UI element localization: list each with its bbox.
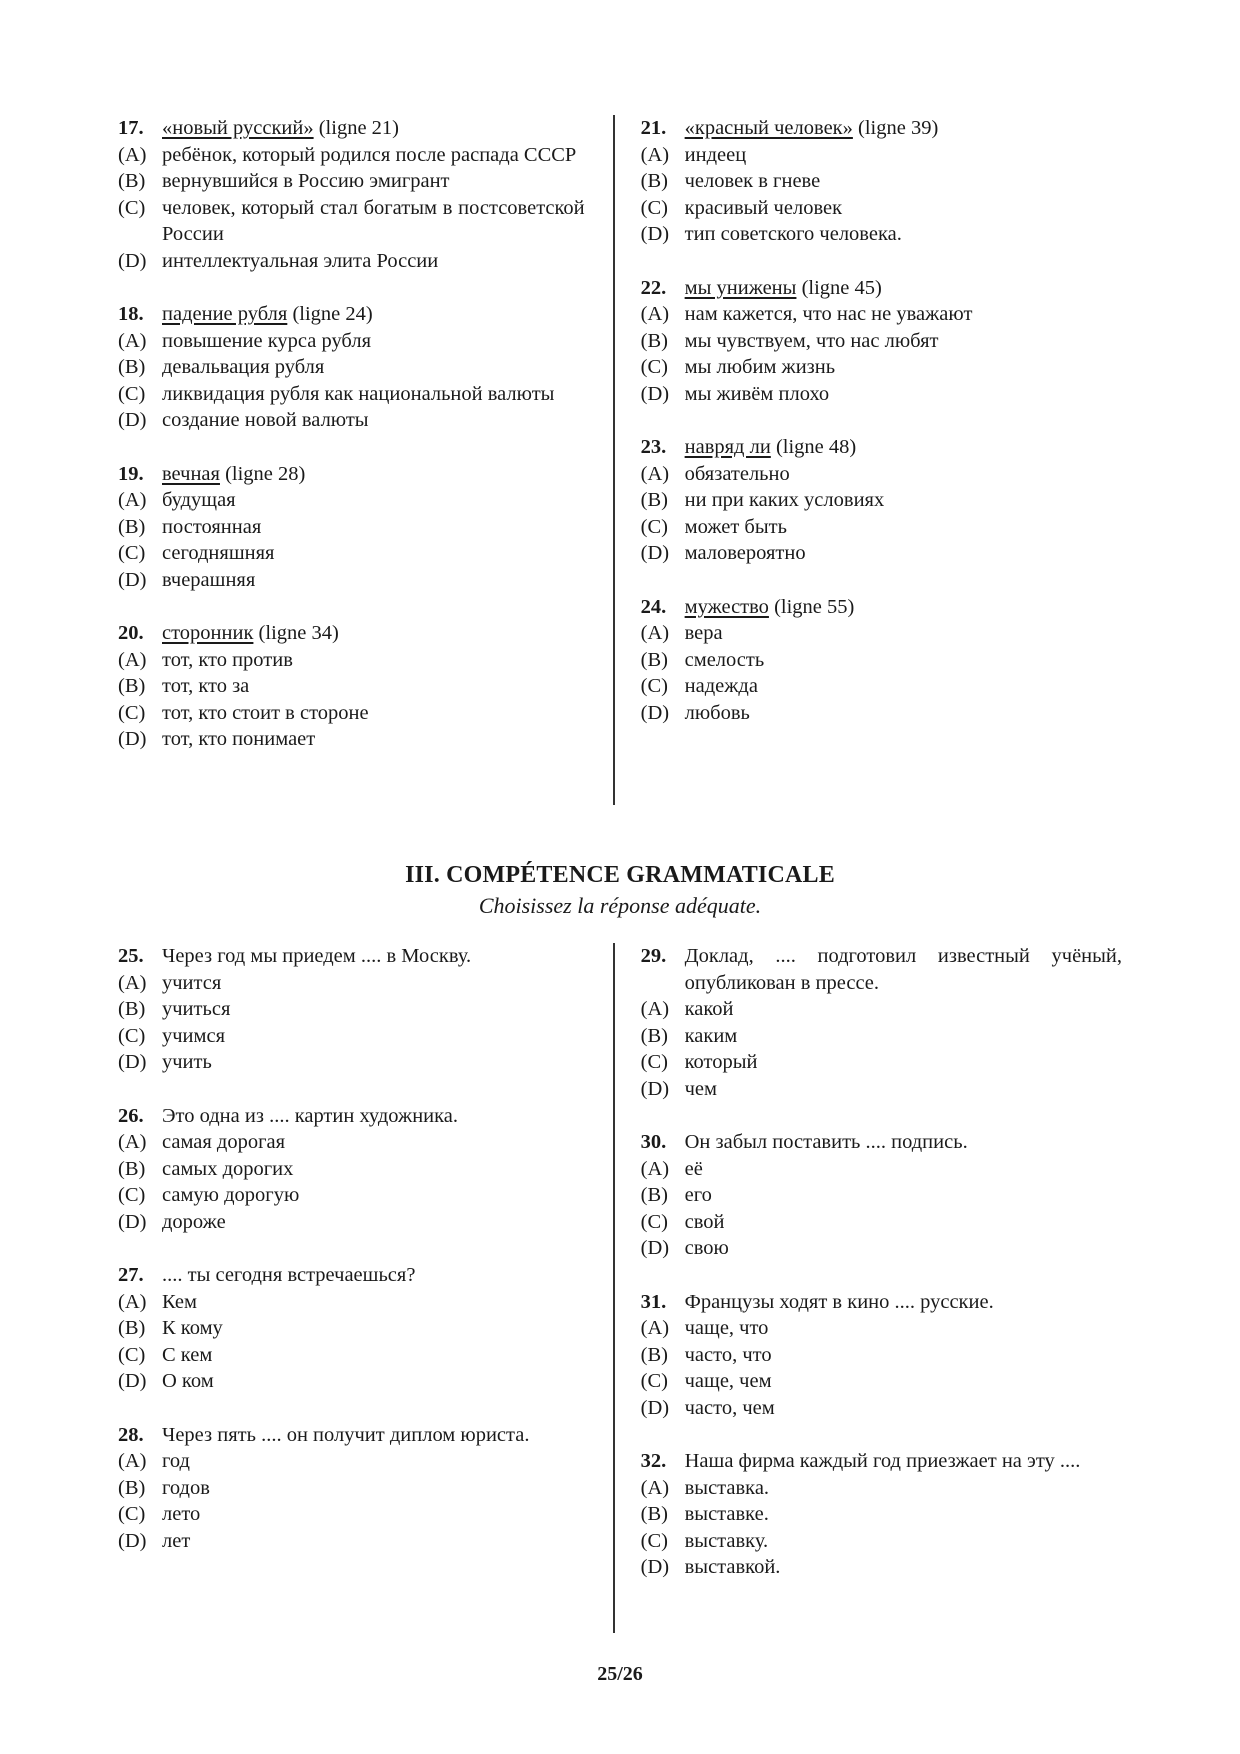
option-text: её bbox=[684, 1157, 703, 1180]
option-letter: (D) bbox=[640, 1077, 670, 1100]
answer-option bbox=[118, 673, 585, 700]
answer-option bbox=[641, 354, 1122, 381]
question bbox=[118, 1103, 585, 1236]
option-text: смелость bbox=[684, 648, 765, 671]
answer-option bbox=[641, 168, 1122, 195]
question-stem bbox=[641, 275, 1122, 302]
option-letter: (A) bbox=[640, 1157, 670, 1180]
answer-option bbox=[118, 1315, 585, 1342]
question-text: Через пять .... он получит диплом юриста. bbox=[162, 1423, 530, 1446]
question-stem bbox=[118, 115, 585, 142]
question-text bbox=[685, 434, 1122, 461]
option-text: вернувшийся в Россию эмигрант bbox=[162, 170, 450, 192]
question-text bbox=[685, 275, 1122, 302]
option-text: повышение курса рубля bbox=[162, 329, 372, 352]
option-text: тот, кто стоит в стороне bbox=[162, 701, 369, 724]
option-letter: (A) bbox=[640, 622, 670, 644]
option-text: вера bbox=[684, 622, 723, 644]
option-text: человек, который стал богатым в постсоветской России bbox=[162, 196, 585, 245]
answer-option bbox=[118, 1049, 585, 1076]
option-text: маловероятно bbox=[684, 542, 806, 564]
question-text: Он забыл поставить .... подпись. bbox=[684, 1131, 968, 1153]
option-text: учится bbox=[162, 971, 222, 994]
answer-option bbox=[641, 142, 1122, 169]
option-letter: (D) bbox=[640, 542, 670, 564]
option-text: самых дорогих bbox=[162, 1157, 294, 1180]
option-letter: (B) bbox=[640, 1024, 668, 1047]
option-text: годов bbox=[162, 1476, 210, 1499]
answer-option bbox=[641, 647, 1122, 674]
answer-option bbox=[118, 1156, 585, 1183]
option-text: лет bbox=[162, 1529, 191, 1552]
answer-option bbox=[641, 461, 1122, 488]
option-text: Кем bbox=[162, 1290, 197, 1313]
answer-option bbox=[118, 700, 585, 727]
option-text: надежда bbox=[684, 675, 758, 697]
option-text: какой bbox=[684, 998, 734, 1020]
option-letter: (C) bbox=[118, 542, 146, 564]
answer-option bbox=[641, 1023, 1122, 1050]
question-text: Это одна из .... картин художника. bbox=[162, 1104, 459, 1127]
question-stem bbox=[118, 1422, 585, 1449]
question-stem bbox=[118, 301, 585, 328]
option-letter: (B) bbox=[640, 648, 668, 671]
answer-option bbox=[641, 1209, 1122, 1236]
answer-option bbox=[641, 1235, 1122, 1262]
option-text: красивый человек bbox=[684, 196, 843, 219]
option-letter: (C) bbox=[118, 1503, 146, 1525]
answer-option bbox=[641, 1554, 1122, 1581]
answer-option bbox=[118, 540, 585, 567]
question bbox=[641, 1129, 1122, 1262]
question bbox=[641, 1289, 1122, 1422]
option-letter: (C) bbox=[640, 196, 668, 219]
option-text: нам кажется, что нас не уважают bbox=[684, 303, 973, 325]
option-text: свою bbox=[684, 1237, 729, 1259]
section-instructions: Choisissez la réponse adéquate. bbox=[478, 893, 762, 918]
answer-option bbox=[641, 221, 1122, 248]
answer-option bbox=[641, 1156, 1122, 1183]
option-text: часто, чем bbox=[684, 1396, 775, 1419]
option-text: который bbox=[684, 1051, 758, 1073]
answer-option bbox=[118, 1289, 585, 1316]
option-letter: (A) bbox=[118, 1290, 147, 1313]
question-stem bbox=[118, 461, 585, 488]
option-letter: (D) bbox=[118, 1051, 147, 1073]
option-text: создание новой валюты bbox=[162, 409, 369, 431]
answer-option bbox=[641, 1368, 1122, 1395]
option-letter: (B) bbox=[118, 170, 146, 192]
option-text: обязательно bbox=[684, 462, 790, 485]
question-text bbox=[685, 115, 1122, 142]
question-stem bbox=[641, 1129, 1122, 1156]
answer-option bbox=[641, 996, 1122, 1023]
answer-option bbox=[118, 647, 585, 674]
option-letter: (A) bbox=[640, 303, 670, 325]
option-letter: (B) bbox=[118, 356, 146, 378]
option-letter: (D) bbox=[640, 382, 670, 405]
option-text: любовь bbox=[684, 701, 750, 724]
answer-option bbox=[641, 487, 1122, 514]
option-text: дороже bbox=[162, 1210, 226, 1233]
option-letter: (A) bbox=[118, 1131, 147, 1153]
option-text: вчерашняя bbox=[162, 568, 256, 591]
option-letter: (D) bbox=[118, 728, 147, 750]
answer-option bbox=[641, 700, 1122, 727]
option-letter: (C) bbox=[118, 196, 146, 219]
answer-option bbox=[118, 1501, 585, 1528]
question-text bbox=[685, 594, 1122, 621]
section-title: III. COMPÉTENCE GRAMMATICALE bbox=[405, 862, 835, 888]
option-text: лето bbox=[162, 1503, 201, 1525]
question-stem bbox=[641, 434, 1122, 461]
question-stem bbox=[118, 620, 585, 647]
line-reference: (ligne 48) bbox=[770, 436, 857, 458]
question-stem bbox=[118, 1103, 585, 1130]
option-text: год bbox=[162, 1450, 190, 1472]
question-number: 29. bbox=[640, 945, 667, 967]
option-letter: (A) bbox=[640, 462, 670, 485]
option-text: тот, кто против bbox=[162, 648, 293, 671]
option-letter: (B) bbox=[118, 515, 146, 538]
option-text: выставке. bbox=[684, 1503, 769, 1525]
question-text: Наша фирма каждый год приезжает на эту .... bbox=[684, 1450, 1081, 1472]
question bbox=[641, 434, 1122, 567]
question-text: .... ты сегодня встречаешься? bbox=[162, 1264, 416, 1286]
answer-option bbox=[641, 1182, 1122, 1209]
answer-option bbox=[641, 1315, 1122, 1342]
question-number: 27. bbox=[118, 1264, 144, 1286]
option-letter: (B) bbox=[118, 1476, 146, 1499]
option-text: С кем bbox=[162, 1343, 213, 1366]
line-reference: (ligne 28) bbox=[219, 462, 306, 485]
answer-option bbox=[118, 996, 585, 1023]
option-letter: (D) bbox=[118, 1210, 147, 1233]
question bbox=[118, 301, 585, 434]
question-number: 19. bbox=[118, 462, 144, 485]
option-letter: (C) bbox=[118, 1184, 146, 1206]
option-text: сегодняшняя bbox=[162, 542, 275, 564]
option-text: девальвация рубля bbox=[162, 356, 325, 378]
option-text: интеллектуальная элита России bbox=[162, 249, 439, 272]
option-letter: (B) bbox=[118, 1317, 146, 1339]
left-column bbox=[118, 115, 585, 805]
underlined-term: сторонник bbox=[162, 622, 254, 644]
option-text: мы живём плохо bbox=[684, 382, 830, 405]
question bbox=[118, 620, 585, 753]
answer-option bbox=[118, 248, 585, 275]
answer-option bbox=[641, 1528, 1122, 1555]
option-text: самая дорогая bbox=[162, 1131, 286, 1153]
question-number: 22. bbox=[640, 276, 667, 299]
underlined-term: мы унижены bbox=[684, 276, 797, 299]
option-text: выставкой. bbox=[684, 1556, 781, 1578]
answer-option bbox=[641, 540, 1122, 567]
answer-option bbox=[118, 1023, 585, 1050]
question bbox=[641, 275, 1122, 408]
option-text: тот, кто за bbox=[162, 675, 250, 697]
option-letter: (C) bbox=[118, 701, 146, 724]
question-number: 21. bbox=[640, 117, 667, 139]
option-letter: (B) bbox=[640, 1184, 668, 1206]
option-text: О ком bbox=[162, 1370, 214, 1392]
question-text bbox=[162, 115, 585, 142]
answer-option bbox=[641, 301, 1122, 328]
column-divider bbox=[613, 943, 615, 1633]
question-text bbox=[162, 461, 585, 488]
line-reference: (ligne 39) bbox=[852, 117, 939, 139]
question bbox=[118, 1262, 585, 1395]
option-text: выставку. bbox=[684, 1529, 769, 1552]
option-letter: (A) bbox=[118, 1450, 147, 1472]
answer-option bbox=[641, 514, 1122, 541]
line-reference: (ligne 45) bbox=[796, 276, 882, 299]
option-text: учимся bbox=[162, 1024, 226, 1047]
option-letter: (A) bbox=[118, 329, 147, 352]
option-text: учиться bbox=[162, 998, 231, 1020]
question-number: 25. bbox=[118, 945, 144, 967]
option-letter: (D) bbox=[640, 701, 670, 724]
answer-option bbox=[118, 970, 585, 997]
answer-option bbox=[641, 620, 1122, 647]
answer-option bbox=[118, 142, 585, 169]
question bbox=[118, 115, 585, 274]
answer-option bbox=[641, 1395, 1122, 1422]
option-letter: (C) bbox=[640, 1370, 668, 1392]
question-number: 28. bbox=[118, 1423, 144, 1446]
option-letter: (D) bbox=[118, 249, 147, 272]
question-stem bbox=[118, 943, 585, 970]
option-text: ни при каких условиях bbox=[684, 489, 885, 511]
question-text bbox=[162, 620, 585, 647]
option-letter: (B) bbox=[118, 675, 146, 697]
question-number: 17. bbox=[118, 117, 144, 139]
answer-option bbox=[118, 1342, 585, 1369]
underlined-term: «новый русский» bbox=[162, 117, 314, 139]
answer-option bbox=[118, 567, 585, 594]
question bbox=[641, 594, 1122, 727]
question-stem bbox=[641, 594, 1122, 621]
option-letter: (A) bbox=[640, 998, 670, 1020]
option-text: К кому bbox=[162, 1317, 223, 1339]
option-letter: (D) bbox=[118, 1370, 147, 1392]
option-text: тип советского человека. bbox=[684, 223, 902, 245]
option-letter: (B) bbox=[640, 1503, 668, 1525]
option-text: тот, кто понимает bbox=[162, 728, 316, 750]
line-reference: (ligne 34) bbox=[253, 622, 339, 644]
page-number: 25/26 bbox=[597, 1663, 643, 1685]
question-text bbox=[162, 301, 585, 328]
answer-option bbox=[641, 1501, 1122, 1528]
right-column bbox=[641, 943, 1122, 1633]
question-text: Через год мы приедем .... в Москву. bbox=[162, 945, 472, 967]
underlined-term: навряд ли bbox=[684, 436, 771, 458]
option-letter: (C) bbox=[640, 1529, 668, 1552]
answer-option bbox=[118, 1475, 585, 1502]
question-stem bbox=[641, 115, 1122, 142]
option-letter: (B) bbox=[640, 489, 668, 511]
option-letter: (B) bbox=[640, 329, 668, 352]
question-text: Французы ходят в кино .... русские. bbox=[684, 1290, 994, 1313]
line-reference: (ligne 55) bbox=[768, 595, 855, 618]
question-number: 20. bbox=[118, 622, 144, 644]
option-letter: (A) bbox=[118, 971, 147, 994]
option-text: каким bbox=[684, 1024, 738, 1047]
option-letter: (B) bbox=[640, 1343, 668, 1366]
option-letter: (C) bbox=[640, 515, 668, 538]
question-number: 31. bbox=[640, 1290, 667, 1313]
answer-option bbox=[118, 1448, 585, 1475]
question-number: 18. bbox=[118, 303, 144, 325]
question-number: 26. bbox=[118, 1104, 144, 1127]
option-text: чаще, чем bbox=[684, 1370, 772, 1392]
underlined-term: «красный человек» bbox=[684, 117, 853, 139]
question bbox=[118, 1422, 585, 1555]
answer-option bbox=[118, 1368, 585, 1395]
answer-option bbox=[118, 514, 585, 541]
answer-option bbox=[118, 168, 585, 195]
option-letter: (C) bbox=[118, 382, 146, 405]
option-text: учить bbox=[162, 1051, 212, 1073]
answer-option bbox=[118, 328, 585, 355]
option-letter: (D) bbox=[640, 1556, 670, 1578]
answer-option bbox=[641, 673, 1122, 700]
column-divider bbox=[613, 115, 615, 805]
option-letter: (C) bbox=[118, 1024, 146, 1047]
option-letter: (A) bbox=[640, 1317, 670, 1339]
answer-option bbox=[118, 726, 585, 753]
question bbox=[641, 1448, 1122, 1581]
question-number: 24. bbox=[640, 595, 667, 618]
answer-option bbox=[118, 407, 585, 434]
question-stem bbox=[641, 1448, 1122, 1475]
option-text: часто, что bbox=[684, 1343, 772, 1366]
option-letter: (D) bbox=[640, 1237, 670, 1259]
option-text: чем bbox=[684, 1077, 718, 1100]
option-text: самую дорогую bbox=[162, 1184, 300, 1206]
option-letter: (B) bbox=[640, 170, 668, 192]
line-reference: (ligne 21) bbox=[313, 117, 400, 139]
option-text: индеец bbox=[684, 143, 747, 166]
answer-option bbox=[118, 354, 585, 381]
option-text: будущая bbox=[162, 489, 236, 511]
option-text: ребёнок, который родился после распада СССР bbox=[162, 143, 577, 166]
question bbox=[118, 461, 585, 594]
question-text: Доклад, .... подготовил известный учёный, опубликован в прессе. bbox=[684, 945, 1123, 994]
option-letter: (D) bbox=[118, 568, 147, 591]
option-text: может быть bbox=[684, 515, 787, 538]
answer-option bbox=[118, 1129, 585, 1156]
answer-option bbox=[641, 195, 1122, 222]
option-letter: (B) bbox=[118, 998, 146, 1020]
option-letter: (D) bbox=[640, 223, 670, 245]
option-letter: (C) bbox=[640, 1051, 668, 1073]
option-letter: (C) bbox=[640, 1210, 668, 1233]
answer-option bbox=[118, 1528, 585, 1555]
option-text: постоянная bbox=[162, 515, 262, 538]
underlined-term: вечная bbox=[162, 462, 220, 485]
option-text: свой bbox=[684, 1210, 725, 1233]
answer-option bbox=[641, 1049, 1122, 1076]
option-letter: (C) bbox=[118, 1343, 146, 1366]
option-letter: (A) bbox=[118, 143, 147, 166]
right-column bbox=[641, 115, 1122, 805]
question-number: 30. bbox=[640, 1131, 667, 1153]
option-text: выставка. bbox=[684, 1476, 770, 1499]
option-letter: (D) bbox=[118, 1529, 147, 1552]
question-stem bbox=[118, 1262, 585, 1289]
left-column bbox=[118, 943, 585, 1633]
answer-option bbox=[118, 1209, 585, 1236]
option-letter: (D) bbox=[640, 1396, 670, 1419]
option-letter: (A) bbox=[118, 489, 147, 511]
grammar-questions bbox=[118, 943, 1122, 1633]
option-letter: (C) bbox=[640, 675, 668, 697]
question-stem bbox=[641, 943, 1122, 996]
question bbox=[118, 943, 585, 1076]
option-letter: (C) bbox=[640, 356, 668, 378]
answer-option bbox=[118, 195, 585, 248]
option-text: ликвидация рубля как национальной валюты bbox=[162, 382, 555, 405]
option-text: мы чувствуем, что нас любят bbox=[684, 329, 939, 352]
answer-option bbox=[118, 381, 585, 408]
option-text: чаще, что bbox=[684, 1317, 769, 1339]
question-number: 23. bbox=[640, 436, 667, 458]
option-letter: (A) bbox=[640, 1476, 670, 1499]
answer-option bbox=[118, 487, 585, 514]
answer-option bbox=[641, 328, 1122, 355]
answer-option bbox=[641, 381, 1122, 408]
question bbox=[641, 115, 1122, 248]
underlined-term: падение рубля bbox=[162, 303, 288, 325]
line-reference: (ligne 24) bbox=[287, 303, 373, 325]
vocabulary-questions bbox=[118, 115, 1122, 805]
question-number: 32. bbox=[640, 1450, 667, 1472]
question-stem bbox=[641, 1289, 1122, 1316]
answer-option bbox=[641, 1076, 1122, 1103]
option-letter: (A) bbox=[640, 143, 670, 166]
option-letter: (B) bbox=[118, 1157, 146, 1180]
option-text: его bbox=[684, 1184, 712, 1206]
option-text: человек в гневе bbox=[684, 170, 821, 192]
answer-option bbox=[641, 1342, 1122, 1369]
option-letter: (D) bbox=[118, 409, 147, 431]
answer-option bbox=[118, 1182, 585, 1209]
answer-option bbox=[641, 1475, 1122, 1502]
underlined-term: мужество bbox=[684, 595, 769, 618]
option-letter: (A) bbox=[118, 648, 147, 671]
option-text: мы любим жизнь bbox=[684, 356, 836, 378]
question bbox=[641, 943, 1122, 1102]
